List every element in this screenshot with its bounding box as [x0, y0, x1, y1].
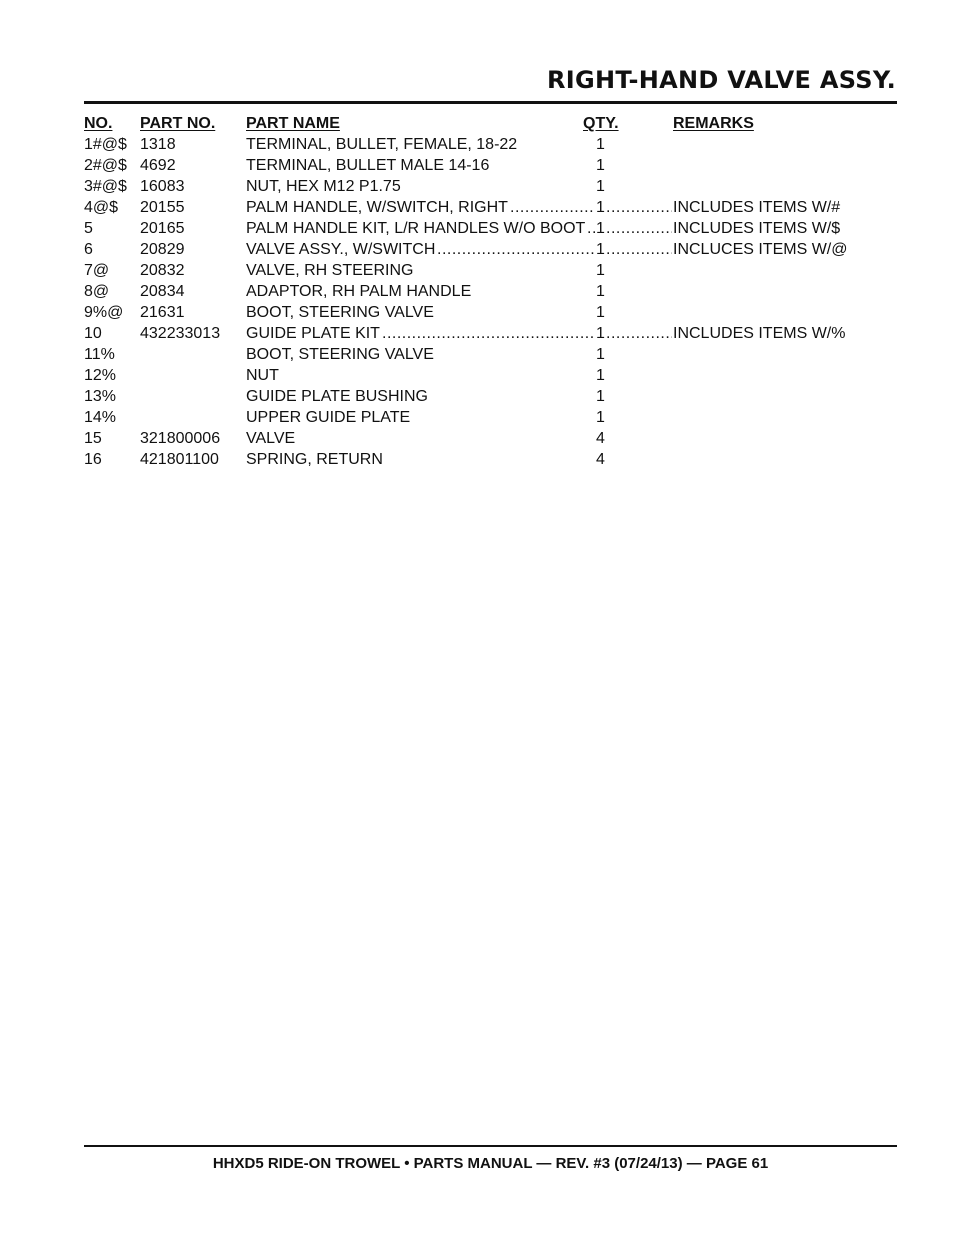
part-name: ADAPTOR, RH PALM HANDLE [246, 283, 472, 300]
part-name: VALVE ASSY., W/SWITCH [246, 241, 436, 258]
part-number: 20155 [140, 199, 185, 216]
table-row [84, 323, 897, 344]
table-row [84, 281, 897, 302]
part-number: 20165 [140, 220, 185, 237]
table-row [84, 260, 897, 281]
part-number: 20829 [140, 241, 185, 258]
item-number: 6 [84, 241, 93, 258]
item-number: 8@ [84, 283, 110, 300]
part-name: VALVE, RH STEERING [246, 262, 414, 279]
table-row [84, 239, 897, 260]
footer-rule [84, 1145, 897, 1147]
page-title: RIGHT-HAND VALVE ASSY. [546, 66, 896, 94]
dot-leader [587, 218, 595, 239]
quantity: 1 [596, 199, 605, 216]
item-number: 3#@$ [84, 178, 127, 195]
part-name: BOOT, STEERING VALVE [246, 304, 434, 321]
table-row [84, 302, 897, 323]
part-name: SPRING, RETURN [246, 451, 383, 468]
part-name: TERMINAL, BULLET MALE 14-16 [246, 157, 490, 174]
remarks: INCLUDES ITEMS W/$ [673, 220, 841, 237]
item-number: 7@ [84, 262, 110, 279]
item-number: 11% [84, 346, 115, 363]
part-number: 4692 [140, 157, 176, 174]
quantity: 1 [596, 283, 605, 300]
table-row [84, 134, 897, 155]
header-remarks: REMARKS [673, 115, 754, 132]
part-number: 20832 [140, 262, 185, 279]
quantity: 1 [596, 346, 605, 363]
item-number: 16 [84, 451, 102, 468]
dot-leader [382, 323, 595, 344]
part-name: GUIDE PLATE BUSHING [246, 388, 428, 405]
quantity: 1 [596, 304, 605, 321]
part-number: 1318 [140, 136, 176, 153]
header-part-no: PART NO. [140, 115, 216, 132]
dot-leader [437, 239, 595, 260]
quantity: 4 [596, 430, 605, 447]
part-name: PALM HANDLE, W/SWITCH, RIGHT [246, 199, 508, 216]
remarks: INCLUCES ITEMS W/@ [673, 241, 848, 258]
part-name: NUT [246, 367, 279, 384]
quantity: 1 [596, 409, 605, 426]
header-part-name: PART NAME [246, 115, 340, 132]
dot-leader [606, 218, 672, 239]
page-footer: HHXD5 RIDE-ON TROWEL • PARTS MANUAL — REV. #3 (07/24/13) — PAGE 61 [212, 1155, 769, 1172]
table-row [84, 155, 897, 176]
item-number: 5 [84, 220, 93, 237]
item-number: 9%@ [84, 304, 124, 321]
quantity: 1 [596, 388, 605, 405]
dot-leader [510, 197, 595, 218]
item-number: 1#@$ [84, 136, 127, 153]
part-number: 21631 [140, 304, 185, 321]
table-row [84, 386, 897, 407]
header-qty: QTY. [583, 115, 619, 132]
quantity: 1 [596, 136, 605, 153]
quantity: 4 [596, 451, 605, 468]
parts-table [84, 113, 897, 470]
quantity: 1 [596, 157, 605, 174]
table-row [84, 449, 897, 470]
title-rule [84, 101, 897, 104]
quantity: 1 [596, 262, 605, 279]
table-row [84, 176, 897, 197]
item-number: 13% [84, 388, 117, 405]
dot-leader [606, 197, 672, 218]
table-row [84, 218, 897, 239]
table-row [84, 197, 897, 218]
table-row [84, 344, 897, 365]
part-number: 321800006 [140, 430, 221, 447]
item-number: 12% [84, 367, 117, 384]
header-no: NO. [84, 115, 113, 132]
table-row [84, 365, 897, 386]
table-row [84, 428, 897, 449]
part-name: NUT, HEX M12 P1.75 [246, 178, 401, 195]
item-number: 10 [84, 325, 102, 342]
quantity: 1 [596, 241, 605, 258]
table-row [84, 407, 897, 428]
dot-leader [606, 239, 672, 260]
part-name: PALM HANDLE KIT, L/R HANDLES W/O BOOT [246, 220, 586, 237]
item-number: 2#@$ [84, 157, 127, 174]
remarks: INCLUDES ITEMS W/% [673, 325, 846, 342]
part-name: VALVE [246, 430, 296, 447]
quantity: 1 [596, 178, 605, 195]
part-number: 20834 [140, 283, 185, 300]
part-name: UPPER GUIDE PLATE [246, 409, 411, 426]
part-name: BOOT, STEERING VALVE [246, 346, 434, 363]
quantity: 1 [596, 220, 605, 237]
remarks: INCLUDES ITEMS W/# [673, 199, 841, 216]
item-number: 15 [84, 430, 102, 447]
table-header [84, 113, 897, 134]
part-number: 432233013 [140, 325, 221, 342]
table-body [84, 134, 897, 470]
part-number: 421801100 [140, 451, 219, 468]
part-name: TERMINAL, BULLET, FEMALE, 18-22 [246, 136, 518, 153]
dot-leader [606, 323, 672, 344]
item-number: 4@$ [84, 199, 119, 216]
part-name: GUIDE PLATE KIT [246, 325, 380, 342]
quantity: 1 [596, 325, 605, 342]
part-number: 16083 [140, 178, 185, 195]
item-number: 14% [84, 409, 117, 426]
quantity: 1 [596, 367, 605, 384]
